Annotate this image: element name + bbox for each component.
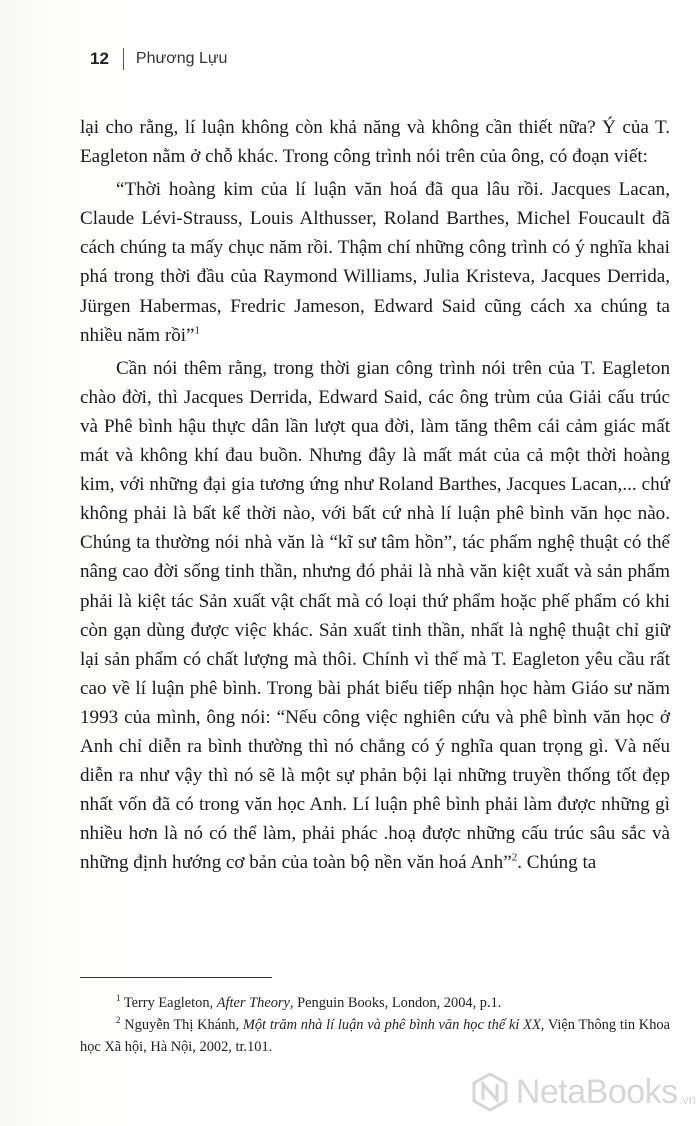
footnote-2: [80, 1014, 670, 1058]
quote-text: “Thời hoàng kim của lí luận văn hoá đã qua lâu rồi. Jacques Lacan, Claude Lévi-Strauss, Louis Althusser, Roland Barthes, Michel Foucault đã cách chúng ta mấy chục năm rồi. Thậm chí những công trình có ý nghĩa khai phá trong thời đầu của Raymond Williams, Julia Kristeva, Jacques Derrida, Jürgen Habermas, Fredric Jameson, Edward Said cũng cách xa chúng ta nhiều năm rồi”: [80, 179, 670, 346]
paragraph-main: [80, 354, 670, 878]
page-header: [90, 48, 227, 70]
footnote-publication: , Penguin Books, London, 2004, p.1.: [289, 995, 502, 1011]
footnote-mark: 1: [116, 993, 121, 1004]
header-divider: [123, 48, 124, 70]
watermark: [470, 1072, 696, 1112]
footnote-author: Nguyễn Thị Khánh,: [124, 1017, 243, 1034]
footnote-publication: , Viện Thông tin Khoa học Xã hội, Hà Nội, 2002, tr.101.: [80, 1017, 670, 1056]
footnote-title: Một trăm nhà lí luận và phê bình văn học thế kỉ XX: [242, 1017, 541, 1034]
body-text: [80, 113, 670, 877]
page-number: 12: [90, 49, 109, 68]
footnote-title: After Theory: [216, 995, 290, 1011]
footnote-divider: [80, 977, 272, 978]
paragraph-main-text: Cần nói thêm rằng, trong thời gian công trình nói trên của T. Eagleton chào đời, thì Jacques Derrida, Edward Said, các ông trùm của Giải cấu trúc và Phê bình hậu thực dân lần lượt qua đời, làm tăng thêm cái cảm giác mất mát và không khí đau buồn. Nhưng đây là mất mát của cả một thời hoàng kim, với những đại gia tương ứng như Roland Barthes, Jacques Lacan,... chứ không phải là bất kể thời nào, với bất cứ nhà lí luận phê bình văn học nào. Chúng ta thường nói nhà văn là “kĩ sư tâm hồn”, tác phẩm nghệ thuật có thể nâng cao đời sống tinh thần, nhưng đó phải là nhà văn kiệt xuất và sản phẩm phải là kiệt tác Sản xuất vật chất mà có loại thứ phẩm hoặc phế phẩm có khi còn gạn dùng được việc khác. Sản xuất tinh thần, nhất là nghệ thuật chỉ giữ lại sản phẩm có chất lượng mà thôi. Chính vì thế mà T. Eagleton yêu cầu rất cao về lí luận phê bình. Trong bài phát biểu tiếp nhận học hàm Giáo sư năm 1993 của mình, ông nói: “Nếu công việc nghiên cứu và phê bình văn học ở Anh chỉ diễn ra bình thường thì nó chẳng có ý nghĩa quan trọng gì. Và nếu diễn ra như vậy thì nó sẽ là một sự phản bội lại những truyền thống tốt đẹp nhất vốn đã có trong văn học Anh. Lí luận phê bình phải làm được những gì nhiều hơn là nó có thể làm, phải phác .hoạ được những cấu trúc sâu sắc và những định hướng cơ bản của toàn bộ nền văn hoá Anh”: [80, 357, 670, 874]
footnote-ref-2[interactable]: 2: [511, 851, 518, 864]
footnote-mark: 2: [116, 1015, 121, 1026]
netabooks-logo-icon: [470, 1072, 510, 1112]
running-head: Phương Lựu: [135, 50, 228, 67]
footnote-author: Terry Eagleton,: [123, 995, 217, 1011]
footnote-1: [80, 992, 670, 1014]
paragraph-continued: lại cho rằng, lí luận không còn khả năng và không cần thiết nữa? Ý của T. Eagleton nằm ở chỗ khác. Trong công trình nói trên của ông, có đoạn viết:: [80, 117, 670, 168]
paragraph-main-tail: . Chúng ta: [517, 852, 597, 874]
watermark-domain: .vn: [678, 1092, 696, 1107]
watermark-brand: NetaBooks: [515, 1072, 678, 1111]
footnote-ref-1[interactable]: 1: [194, 324, 201, 337]
block-quote: [80, 175, 670, 350]
footnotes: [80, 992, 670, 1059]
